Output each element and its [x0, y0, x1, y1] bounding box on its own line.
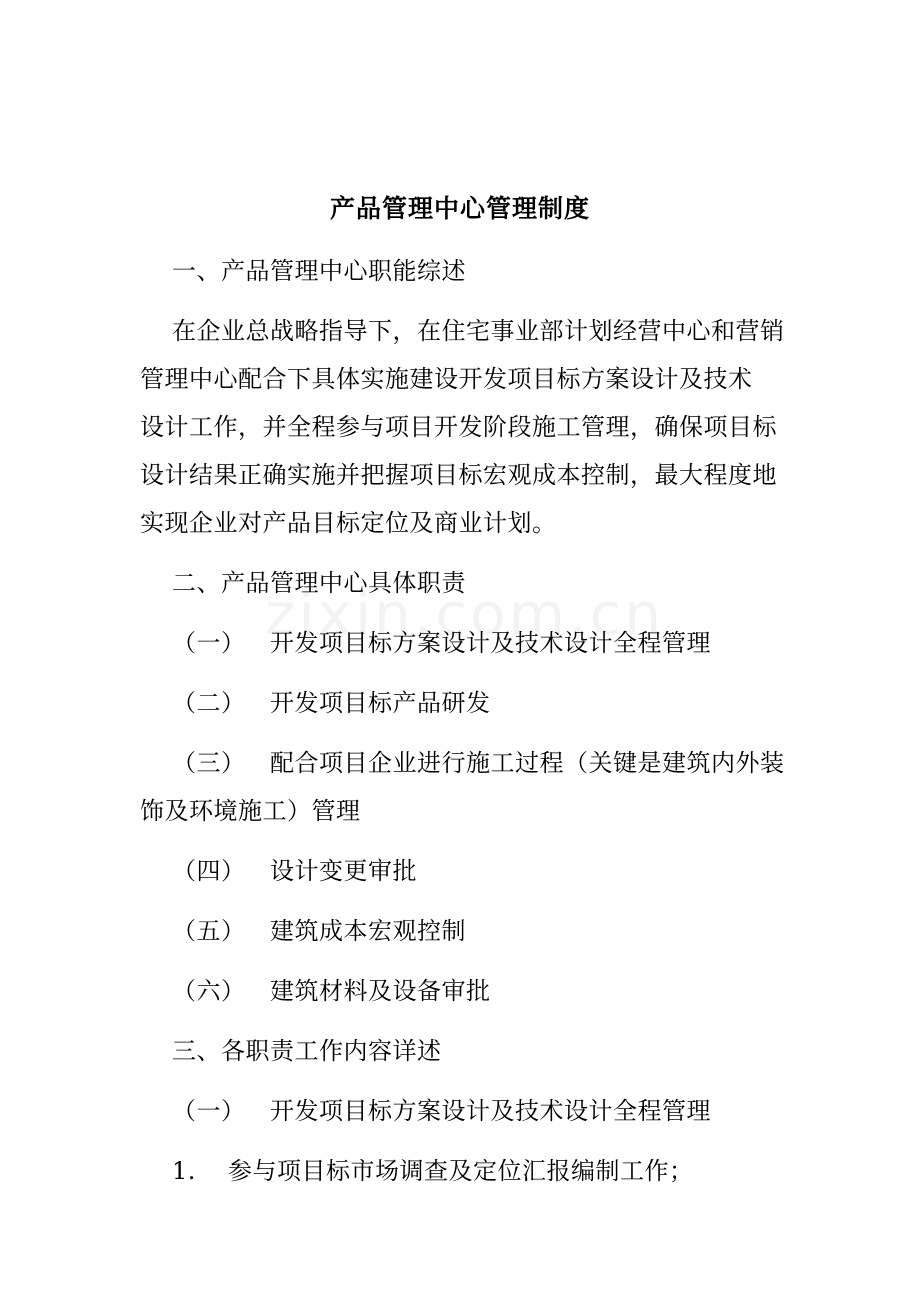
item-text: 设计变更审批 [270, 857, 417, 885]
item-number: （六） [172, 977, 246, 1005]
item-number: （二） [172, 689, 246, 717]
item-text: 开发项目标方案设计及技术设计全程管理 [270, 629, 711, 657]
item-number: （三） [172, 749, 246, 777]
paragraph-line: 设计工作，并全程参与项目开发阶段施工管理，确保项目标 [140, 413, 777, 441]
item-text: 配合项目企业进行施工过程（关键是建筑内外装 [270, 749, 785, 777]
duty-item [172, 853, 417, 889]
item-text: 开发项目标产品研发 [270, 689, 491, 717]
item-text: 参与项目标市场调查及定位汇报编制工作； [228, 1157, 694, 1185]
item-number: （五） [172, 917, 246, 945]
duty-item [172, 913, 466, 949]
duty-item [172, 745, 785, 781]
subsection-item [172, 1093, 711, 1129]
item-number: （一） [172, 629, 246, 657]
paragraph-line: 实现企业对产品目标定位及商业计划。 [140, 509, 557, 537]
section-heading-3: 三、各职责工作内容详述 [172, 1037, 442, 1065]
paragraph-line: 管理中心配合下具体实施建设开发项目标方案设计及技术 [140, 365, 753, 393]
item-text: 建筑成本宏观控制 [270, 917, 466, 945]
item-text: 开发项目标方案设计及技术设计全程管理 [270, 1097, 711, 1125]
paragraph-line: 在企业总战略指导下，在住宅事业部计划经营中心和营销 [172, 317, 785, 345]
duty-item [172, 625, 711, 661]
section-heading-1: 一、产品管理中心职能综述 [172, 257, 466, 285]
item-number: （四） [172, 857, 246, 885]
item-number: （一） [172, 1097, 246, 1125]
paragraph-line: 设计结果正确实施并把握项目标宏观成本控制，最大程度地 [140, 461, 777, 489]
section-heading-2: 二、产品管理中心具体职责 [172, 569, 466, 597]
document-title: 产品管理中心管理制度 [329, 194, 590, 223]
item-number: 1. [172, 1157, 196, 1185]
duty-item [172, 685, 491, 721]
duty-item-continuation: 饰及环境施工）管理 [140, 797, 361, 825]
item-text: 建筑材料及设备审批 [270, 977, 491, 1005]
numbered-list-item [172, 1153, 694, 1189]
duty-item [172, 973, 491, 1009]
